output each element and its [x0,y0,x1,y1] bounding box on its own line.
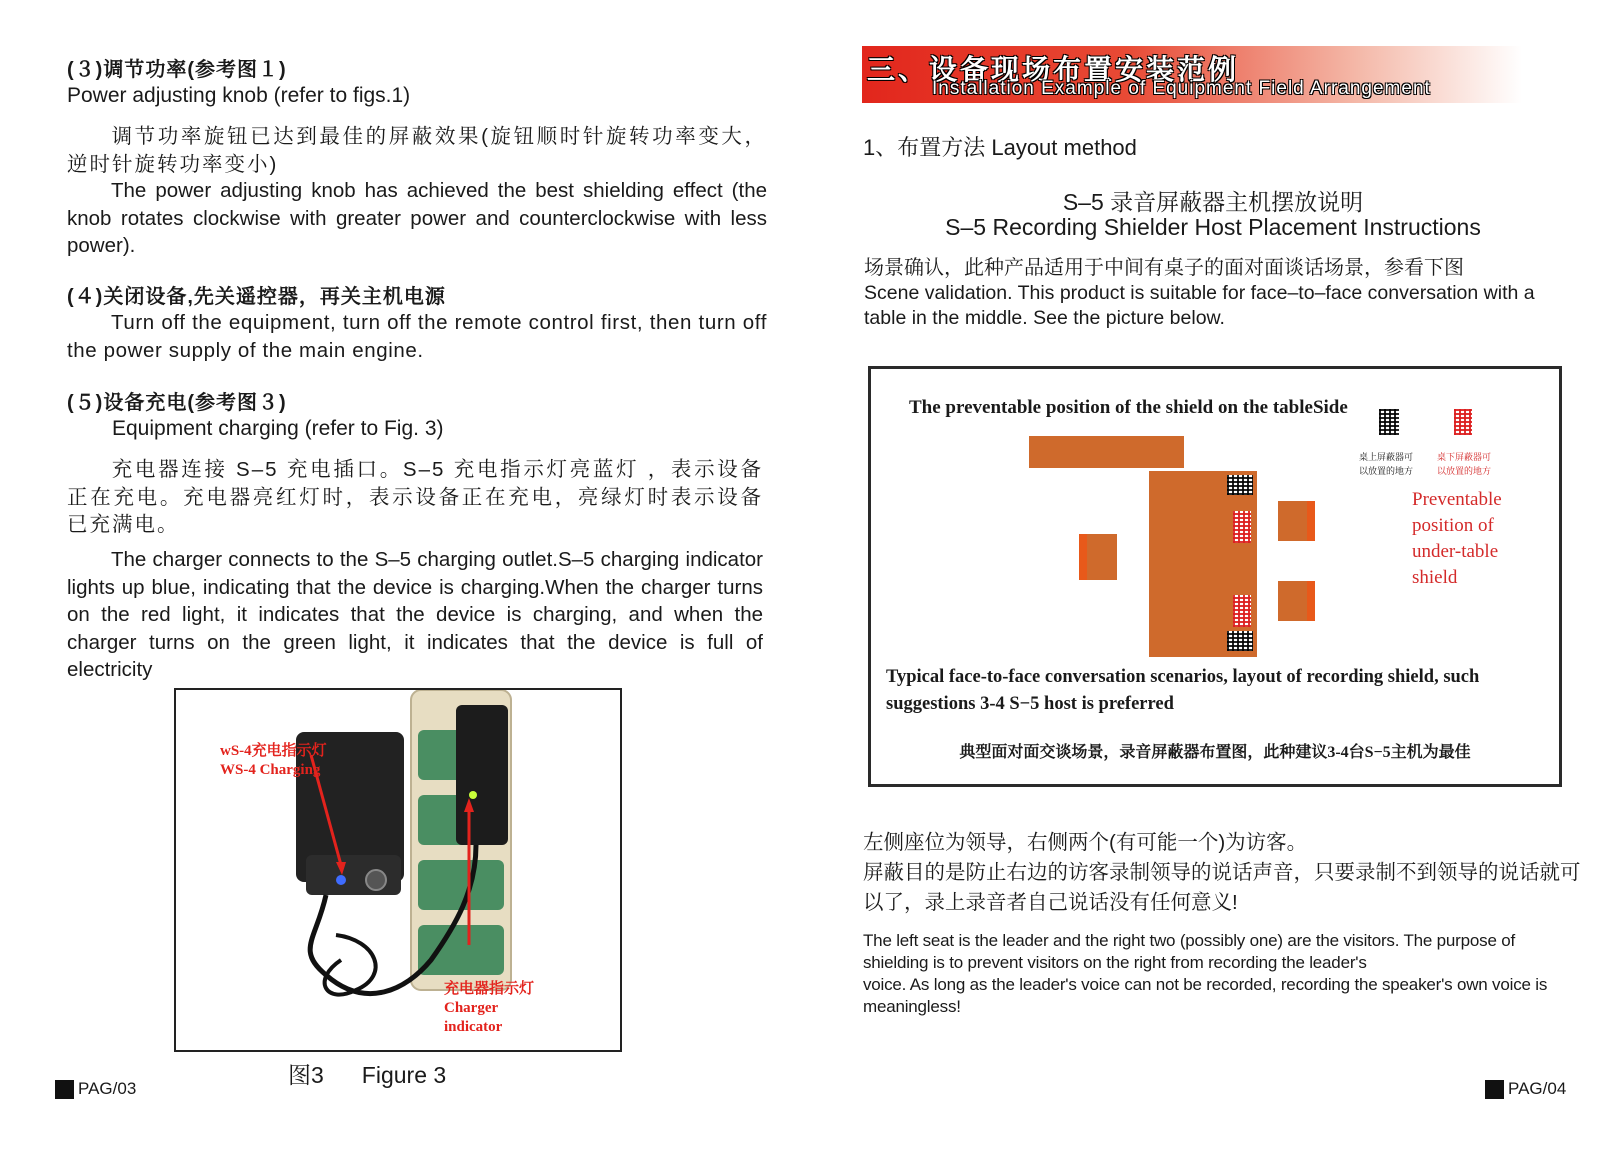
body-text-cn-1: 左侧座位为领导，右侧两个(有可能一个)为访客。 [863,831,1308,854]
section-4-title-cn: (４)关闭设备,先关遥控器，再关主机电源 [67,286,446,308]
page-number-right: PAG/04 [1485,1079,1566,1099]
section-5-title-en: Equipment charging (refer to Fig. 3) [112,417,444,440]
diagram-top-label: The preventable position of the shield on the tableSide [909,397,1348,418]
scene-text-cn: 场景确认，此种产品适用于中间有桌子的面对面谈话场景，参看下图 [864,257,1464,279]
under-table-shield-marker [1233,595,1251,627]
body-text-en-2: voice. As long as the leader's voice can not be recorded, recording the speaker's own voice is meaningless! [863,975,1548,1016]
section-5-body-en: The charger connects to the S–5 charging outlet.S–5 charging indicator lights up blue, indicating that the device is charging.When the charger turns on the red light, it indicates that the device is charging, and when the charger turns on the green light, it indicates that the device is full of electricity [67,548,763,681]
table-shield-marker [1227,475,1253,495]
scene-text-en: Scene validation. This product is suitable for face–to–face conversation with a table in the middle. See the picture below. [864,282,1535,329]
power-socket [418,925,504,975]
page-number-left: PAG/03 [55,1079,136,1099]
conference-table [1149,471,1257,657]
placement-title-cn: S–5 录音屏蔽器主机摆放说明 [1062,189,1364,215]
body-text-cn-2: 屏蔽目的是防止右边的访客录制领导的说话声音，只要录制不到领导的说话就可以了，录上录音者自己说话没有任何意义! [863,861,1581,914]
charger-adapter [456,705,508,845]
visitor-chair-1-back [1307,501,1315,541]
visitor-chair-2-back [1307,581,1315,621]
legend-table-shield-icon [1379,409,1399,435]
section-3-body-cn: 调节功率旋钮已达到最佳的屏蔽效果(旋钮顺时针旋转功率变大，逆时针旋转功率变小) [67,125,767,176]
under-table-shield-marker [1233,511,1251,543]
banner-title-cn: 三、设备现场布置安装范例 [867,54,1240,85]
section-5-title-cn: (５)设备充电(参考图３) [67,392,287,414]
figure-3-caption: 图3 Figure 3 [288,1062,447,1088]
section-4-body-en: Turn off the equipment, turn off the remote control first, then turn off the power supply of the main engine. [67,311,767,362]
legend-under-table-shield-icon [1454,409,1472,435]
ws4-blue-led [336,875,346,885]
section-5-body-cn: 充电器连接 S–5 充电插口。S–5 充电指示灯亮蓝灯 ，表示设备正在充电。充电器亮红灯时，表示设备正在充电，亮绿灯时表示设备已充满电。 [67,458,763,536]
charging-cable [325,935,376,995]
placement-title-en: S–5 Recording Shielder Host Placement Instructions [945,214,1481,240]
legend-under-table-label: 桌下屏蔽器可 以放置的地方 [1437,452,1492,476]
page-marker [55,1080,74,1099]
section-3-title-cn: (３)调节功率(参考图１) [67,59,287,81]
charger-indicator-light [469,791,477,799]
diagram-bottom-label-en: Typical face-to-face conversation scenarios, layout of recording shield, such suggestions 3-4 S−5 host is preferred [886,667,1480,714]
section-3-body-en: The power adjusting knob has achieved the best shielding effect (the knob rotates clockwise with greater power and counterclockwise with less power). [67,179,767,257]
charger-indicator-label: 充电器指示灯 Charger indicator [444,981,535,1035]
visitor-chair-1 [1278,501,1308,541]
figure-3-photo [174,688,622,1052]
preventable-position-label: Preventable position of under-table shield [1412,489,1502,588]
section-3-title-en: Power adjusting knob (refer to figs.1) [67,84,411,107]
body-text-en-1: The left seat is the leader and the right two (possibly one) are the visitors. The purpose of shielding is to prevent visitors on the right from recording the leader's [863,931,1516,972]
visitor-chair-2 [1278,581,1308,621]
banner-title-en: Installation Example of Equipment Field Arrangement [932,78,1431,99]
legend-table-shield-label: 桌上屏蔽器可 以放置的地方 [1359,452,1414,476]
right-page [811,0,1622,1149]
ws4-device-base [306,855,401,895]
table-shield-marker [1227,631,1253,651]
layout-method-heading: 1、布置方法 Layout method [863,135,1137,160]
leader-chair [1087,534,1117,580]
leader-desk [1029,436,1184,468]
layout-diagram [868,366,1562,787]
page-marker [1485,1080,1504,1099]
ws4-knob [366,870,386,890]
diagram-bottom-label-cn: 典型面对面交谈场景，录音屏蔽器布置图，此种建议3-4台S−5主机为最佳 [959,744,1471,761]
power-socket [418,860,504,910]
ws4-label: wS-4充电指示灯 WS-4 Charging [220,743,327,778]
